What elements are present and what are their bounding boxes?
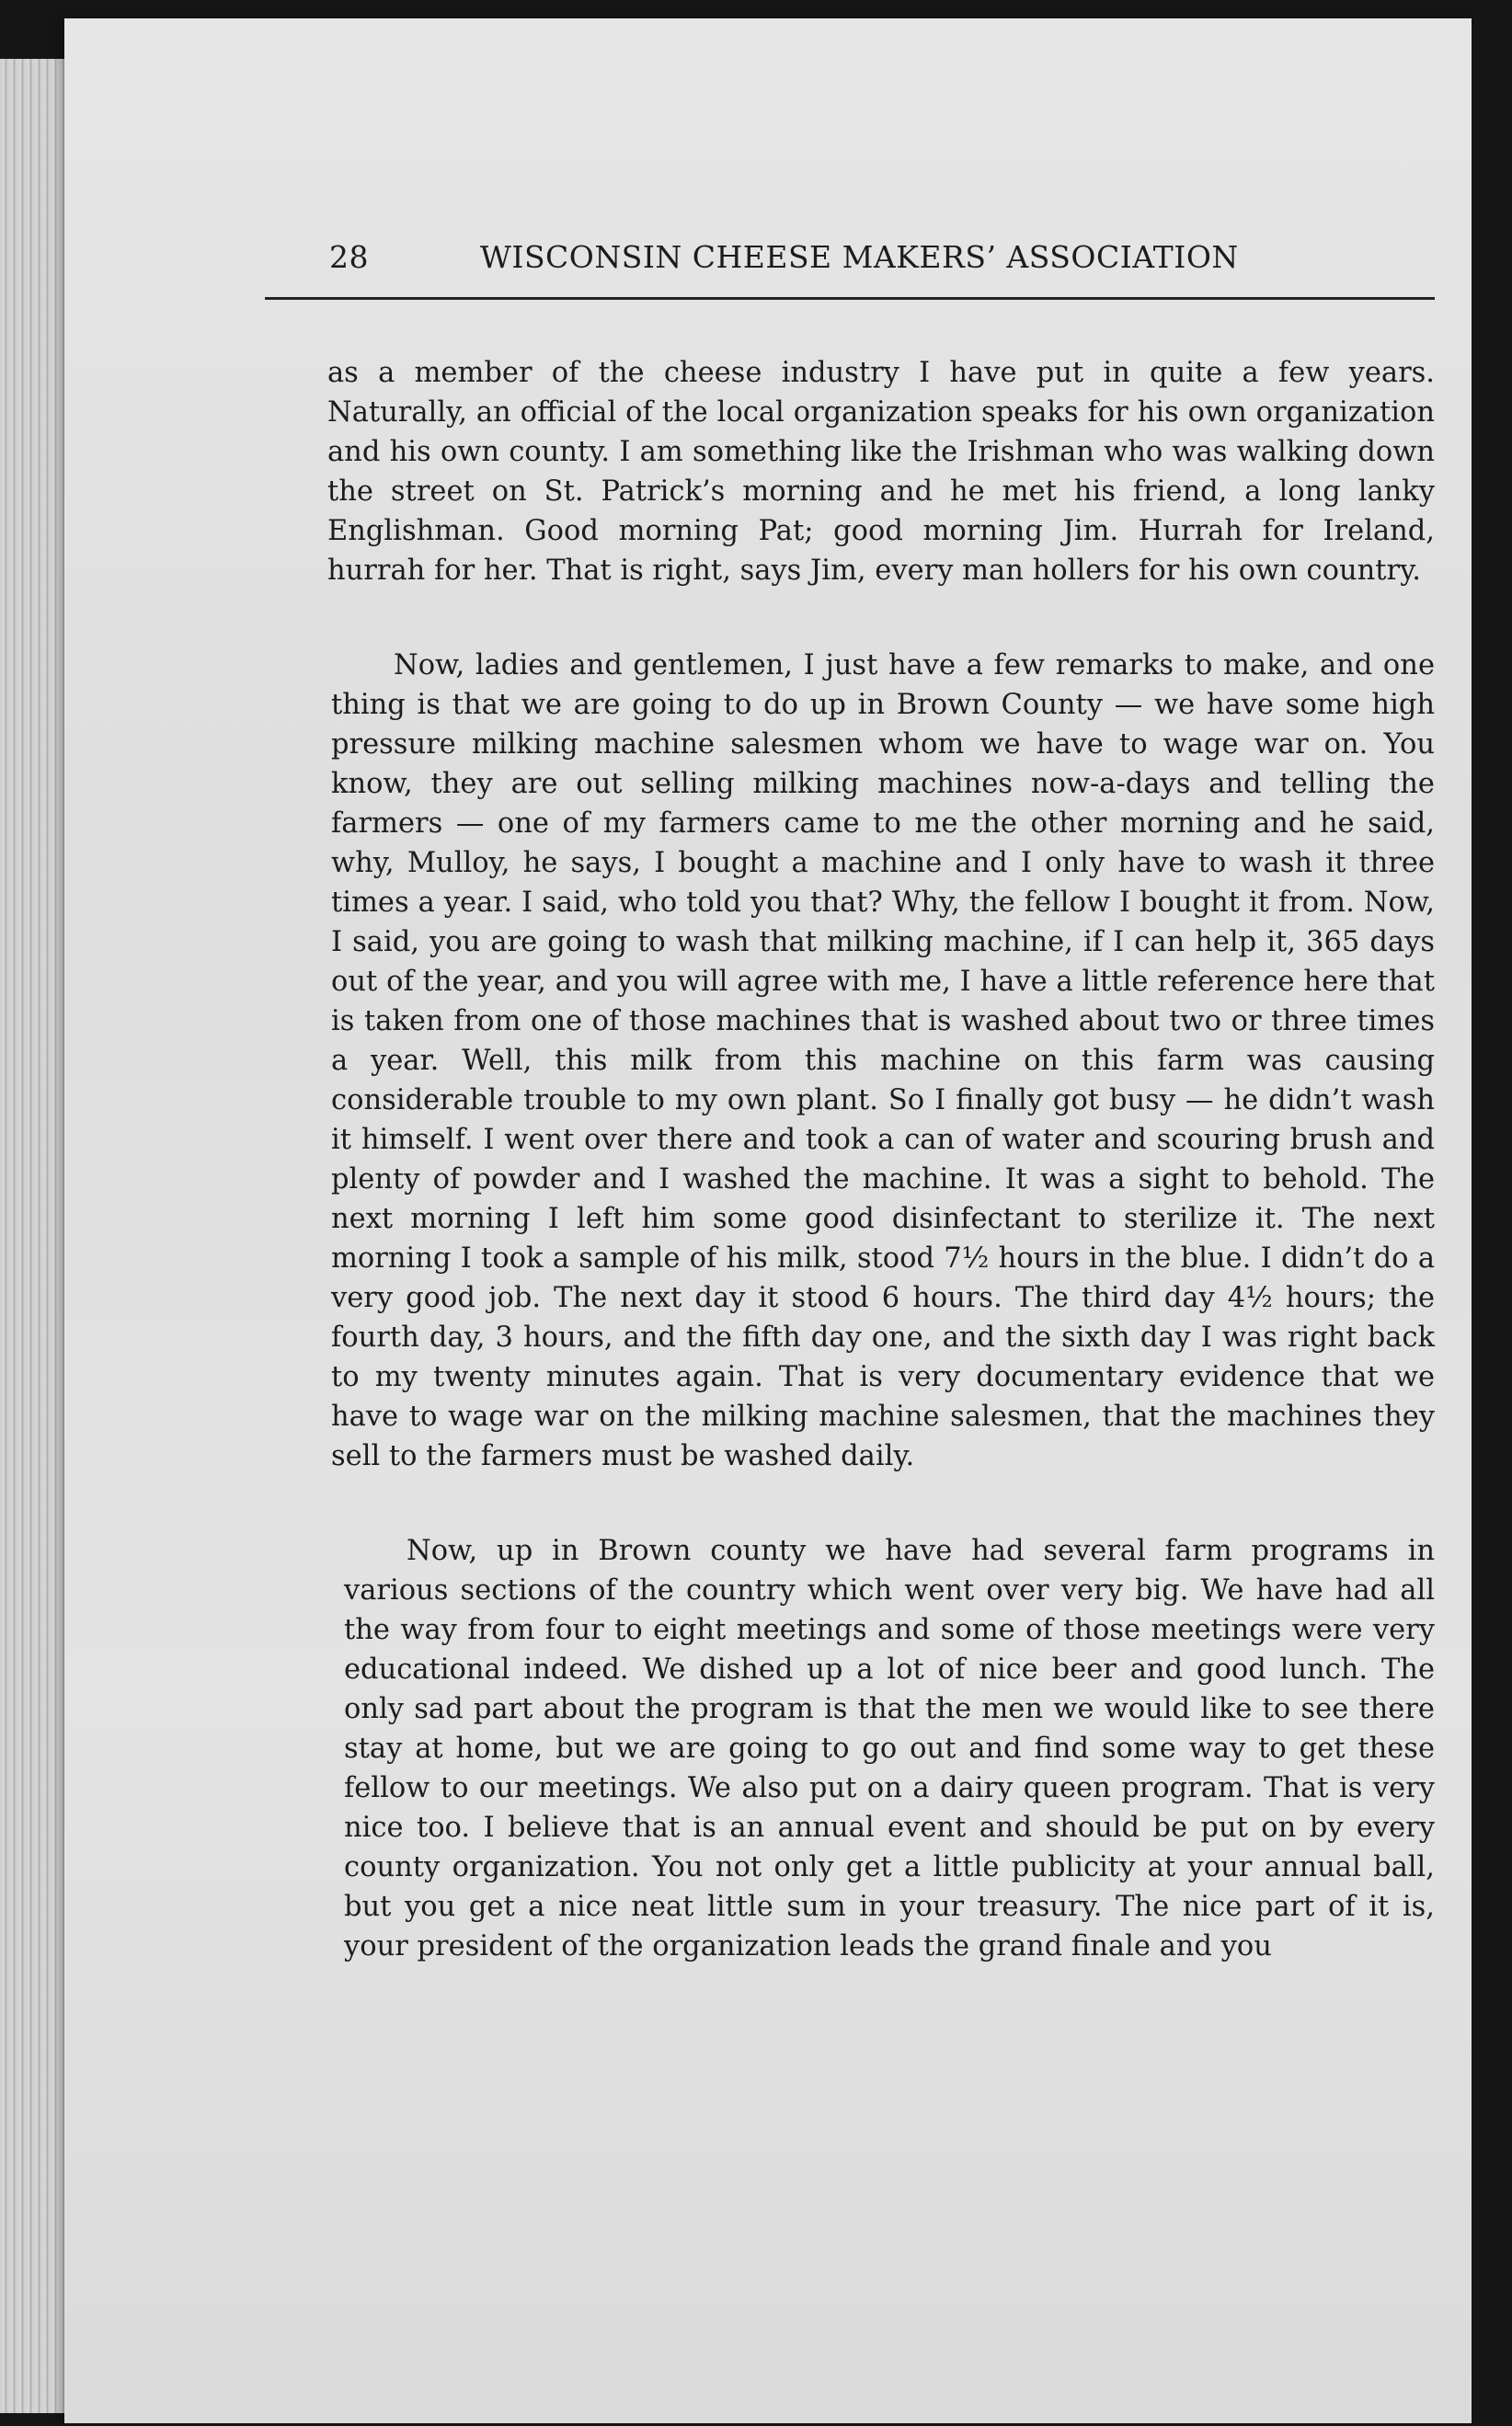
page-sheet — [64, 18, 1472, 2423]
paragraph-milking-machines: Now, ladies and gentlemen, I just have a few remarks to make, and one thing is that we are going to do up in Brown County — we have some high pressure milking machine salesmen whom we have to wage war on. You know, they are out selling milking machines now-a-days and telling the farmers — one of my farmers came to me the other morning and he said, why, Mulloy, he says, I bought a machine and I only have to wash it three times a year. I said, who told you that? Why, the fellow I bought it from. Now, I said, you are going to wash that milking machine, if I can help it, 365 days out of the year, and you will agree with me, I have a little reference here that is taken from one of those machines that is washed about two or three times a year. Well, this milk from this machine on this farm was causing considerable trouble to my own plant. So I finally got busy — he didn’t wash it himself. I went over there and took a can of water and scouring brush and plenty of powder and I washed the machine. It was a sight to behold. The next morning I left him some good disinfectant to sterilize it. The next morning I took a sample of his milk, stood 7½ hours in the blue. I didn’t do a very good job. The next day it stood 6 hours. The third day 4½ hours; the fourth day, 3 hours, and the fifth day one, and the sixth day I was right back to my twenty minutes again. That is very documentary evidence that we have to wage war on the milking machine salesmen, that the machines they sell to the farmers must be washed daily. — [331, 649, 1435, 1472]
paragraph-brown-county-programs: Now, up in Brown county we have had several farm programs in various sections of the country which went over very big. We have had all the way from four to eight meetings and some of those meetings were very educational indeed. We dished up a lot of nice beer and good lunch. The only sad part about the program is that the men we would like to see there stay at home, but we are going to go out and find some way to get these fellow to our meetings. We also put on a dairy queen program. That is very nice too. I believe that is an annual event and should be put on by every county organization. You not only get a little publicity at your annual ball, but you get a nice neat little sum in your treasury. The nice part of it is, your president of the organization leads the grand finale and you — [344, 1535, 1435, 1963]
page-content — [265, 239, 1435, 1966]
page-number: 28 — [329, 239, 369, 275]
page-header — [265, 239, 1435, 300]
running-head: WISCONSIN CHEESE MAKERS’ ASSOCIATION — [480, 239, 1239, 275]
paragraph-continuation: as a member of the cheese industry I have put in quite a few years. Naturally, an official of the local organization speaks for his own organization and his own county. I am something like the Irishman who was walking down the street on St. Patrick’s morning and he met his friend, a long lanky Englishman. Good morning Pat; good morning Jim. Hurrah for Ireland, hurrah for her. That is right, says Jim, every man hollers for his own country. — [327, 357, 1435, 587]
